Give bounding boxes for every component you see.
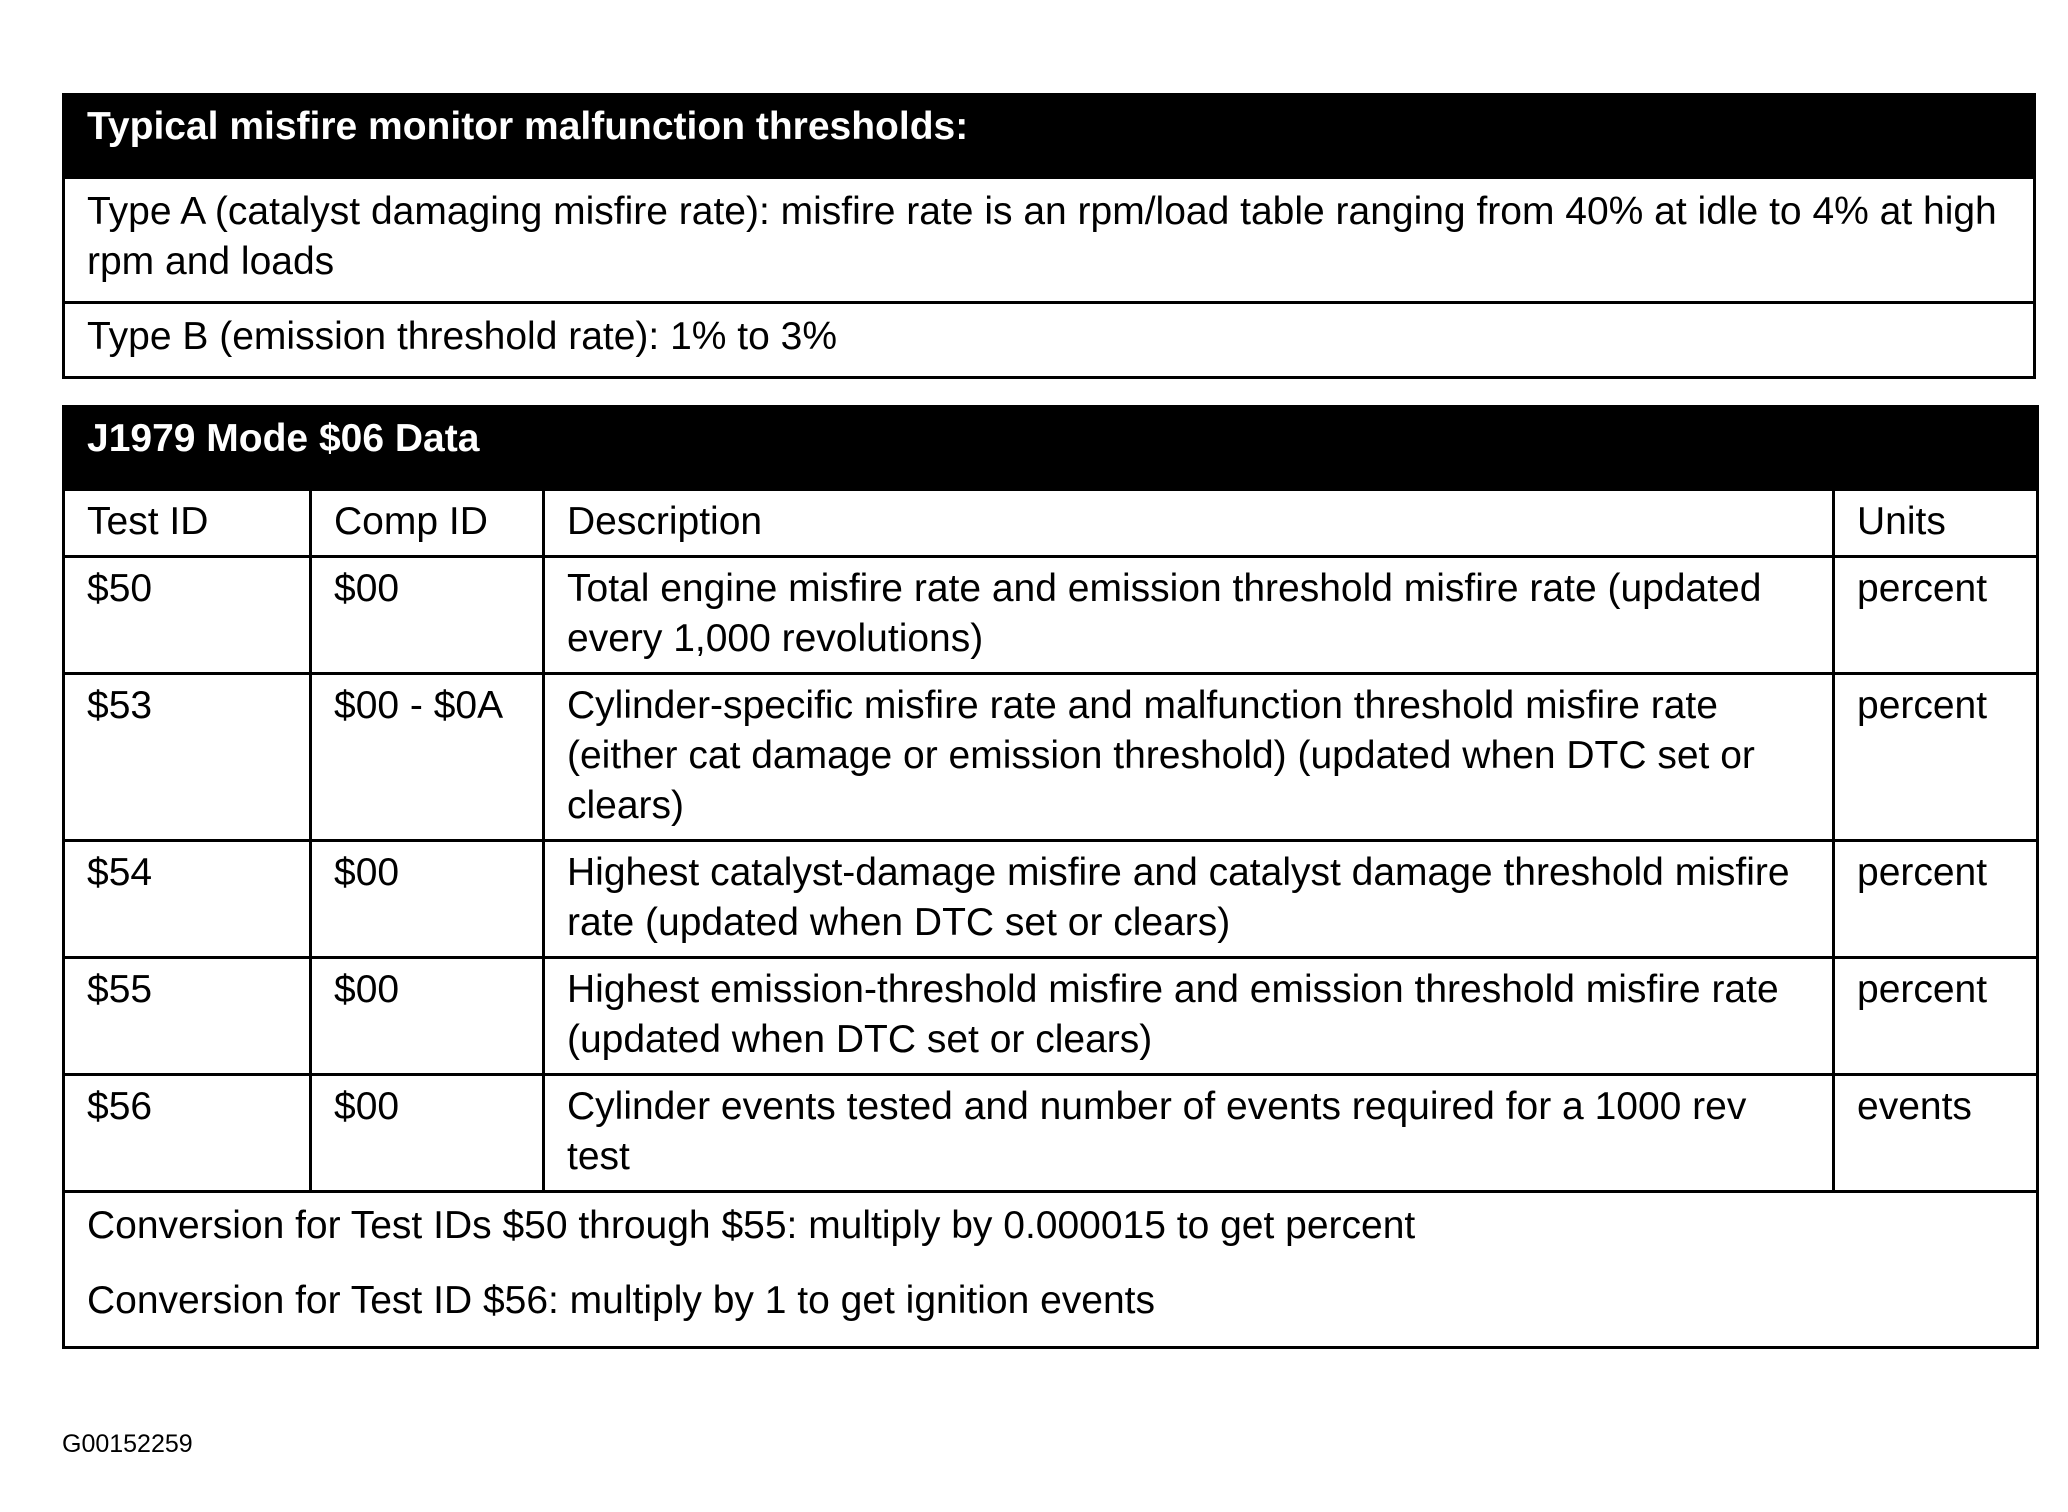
comp-id-cell: $00 — [311, 557, 544, 674]
figure-id: G00152259 — [62, 1430, 193, 1458]
column-header-row — [64, 490, 2038, 557]
mode06-data-table — [62, 405, 2039, 1349]
table-row — [64, 1075, 2038, 1192]
mode06-title: J1979 Mode $06 Data — [64, 407, 2038, 490]
comp-id-cell: $00 — [311, 1075, 544, 1192]
units-cell: percent — [1834, 958, 2038, 1075]
units-cell: percent — [1834, 674, 2038, 841]
comp-id-cell: $00 — [311, 958, 544, 1075]
table-row — [64, 841, 2038, 958]
column-header-description: Description — [544, 490, 1834, 557]
column-header-units: Units — [1834, 490, 2038, 557]
threshold-type-a: Type A (catalyst damaging misfire rate): misfire rate is an rpm/load table ranging from 40% at idle to 4% at high rpm and loads — [64, 178, 2035, 303]
misfire-thresholds-table — [62, 93, 2036, 379]
description-cell: Highest catalyst-damage misfire and catalyst damage threshold misfire rate (updated when DTC set or clears) — [544, 841, 1834, 958]
comp-id-cell: $00 — [311, 841, 544, 958]
table-row — [64, 958, 2038, 1075]
test-id-cell: $53 — [64, 674, 311, 841]
units-cell: percent — [1834, 557, 2038, 674]
test-id-cell: $54 — [64, 841, 311, 958]
conversion-note-percent: Conversion for Test IDs $50 through $55: multiply by 0.000015 to get percent — [87, 1204, 1416, 1247]
description-cell: Cylinder events tested and number of events required for a 1000 rev test — [544, 1075, 1834, 1192]
table-row — [64, 674, 2038, 841]
thresholds-title: Typical misfire monitor malfunction thresholds: — [64, 95, 2035, 178]
test-id-cell: $50 — [64, 557, 311, 674]
table-row — [64, 557, 2038, 674]
units-cell: events — [1834, 1075, 2038, 1192]
conversion-notes — [64, 1192, 2038, 1348]
column-header-comp-id: Comp ID — [311, 490, 544, 557]
description-cell: Total engine misfire rate and emission threshold misfire rate (updated every 1,000 revolutions) — [544, 557, 1834, 674]
conversion-note-events: Conversion for Test ID $56: multiply by 1 to get ignition events — [87, 1279, 1156, 1322]
units-cell: percent — [1834, 841, 2038, 958]
description-cell: Cylinder-specific misfire rate and malfunction threshold misfire rate (either cat damage or emission threshold) (updated when DTC set or clears) — [544, 674, 1834, 841]
threshold-type-b: Type B (emission threshold rate): 1% to 3% — [64, 303, 2035, 378]
comp-id-cell: $00 - $0A — [311, 674, 544, 841]
description-cell: Highest emission-threshold misfire and emission threshold misfire rate (updated when DTC set or clears) — [544, 958, 1834, 1075]
test-id-cell: $56 — [64, 1075, 311, 1192]
column-header-test-id: Test ID — [64, 490, 311, 557]
test-id-cell: $55 — [64, 958, 311, 1075]
